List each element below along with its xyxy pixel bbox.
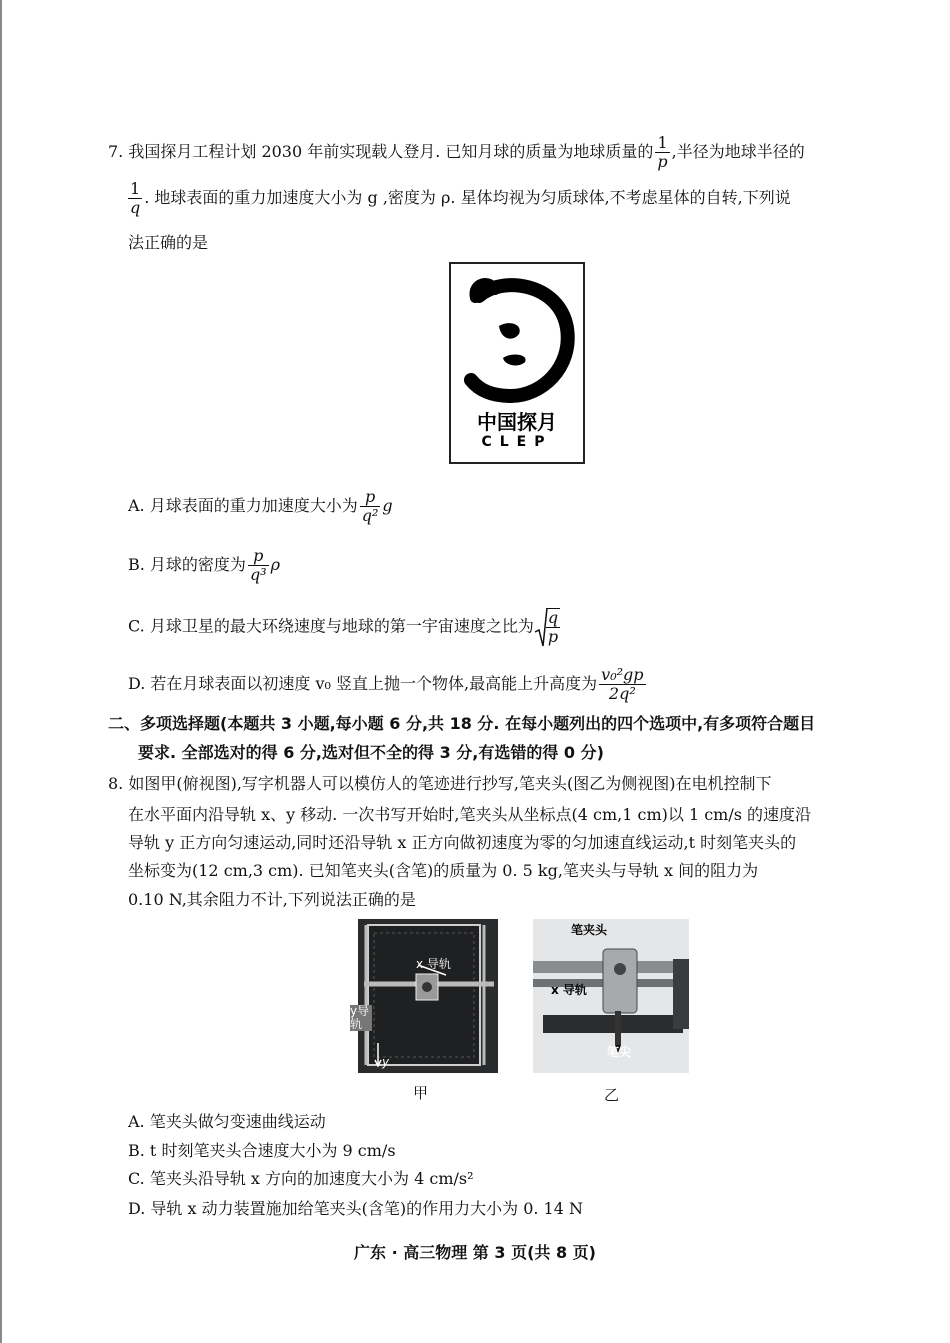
logo-chinese-text: 中国探月 (477, 410, 557, 434)
figure-a-top-view-photo (350, 919, 498, 1073)
figure-b-caption: 乙 (604, 1086, 620, 1104)
figure-b-side-view-photo (533, 919, 689, 1073)
frac-den: q² (361, 506, 379, 525)
frac-den: p (657, 152, 668, 171)
q8-line-5: 0.10 N,其余阻力不计,下列说法正确的是 (128, 890, 416, 909)
clep-logo (449, 262, 585, 464)
frac-num: 1 (655, 134, 669, 153)
q8-line-1: 8. 如图甲(俯视图),写字机器人可以模仿人的笔迹进行抄写,笔夹头(图乙为侧视图)在电机控制下 (108, 774, 772, 793)
page-footer: 广东 · 高三物理 第 3 页(共 8 页) (354, 1243, 596, 1262)
frac-den: q (130, 198, 141, 217)
frac-num: p (360, 488, 381, 507)
figure-b-pen-tip-label: 笔尖 (607, 1045, 632, 1059)
frac-num: 1 (128, 180, 142, 199)
fraction-1-over-p (655, 134, 669, 171)
q7-option-d (128, 666, 910, 703)
robot-top-view-icon (358, 919, 498, 1073)
option-a-fraction (360, 488, 381, 525)
option-d-text: D. 若在月球表面以初速度 v₀ 竖直上抛一个物体,最高能上升高度为 (128, 674, 598, 693)
frac-den: q³ (249, 565, 267, 584)
figure-a-y-rail-label: y导轨 (350, 1005, 372, 1031)
logo-english-text: CLEP (481, 434, 553, 450)
frac-num: v₀²gp (601, 665, 644, 684)
option-a-text: A. 月球表面的重力加速度大小为 (128, 496, 358, 515)
option-d-fraction (599, 666, 645, 703)
q7-text-3: . 地球表面的重力加速度大小为 g ,密度为 ρ. 星体均视为匀质球体,不考虑星体的自转,下列说 (144, 188, 791, 207)
frac-den: p (547, 627, 559, 646)
q7-text-1: 7. 我国探月工程计划 2030 年前实现载人登月. 已知月球的质量为地球质量的 (108, 142, 654, 161)
frac-num: p (248, 547, 269, 566)
frac-num: q (547, 608, 559, 627)
fraction-1-over-q (128, 180, 142, 217)
q7-line-3: 法正确的是 (128, 233, 209, 252)
option-a-tail: g (382, 496, 393, 515)
q7-text-2: ,半径为地球半径的 (671, 142, 805, 161)
q8-option-d: D. 导轨 x 动力装置施加给笔夹头(含笔)的作用力大小为 0. 14 N (128, 1199, 583, 1218)
figure-b-clamp-label: 笔夹头 (571, 923, 608, 937)
q7-option-c (128, 606, 910, 648)
q8-line-2: 在水平面内沿导轨 x、y 移动. 一次书写开始时,笔夹头从坐标点(4 cm,1 cm)以 1 cm/s 的速度沿 (128, 805, 812, 824)
option-c-text: C. 月球卫星的最大环绕速度与地球的第一宇宙速度之比为 (128, 616, 534, 636)
q8-option-a: A. 笔夹头做匀变速曲线运动 (128, 1112, 326, 1131)
clep-brush-icon (451, 268, 583, 408)
q8-option-b: B. t 时刻笔夹头合速度大小为 9 cm/s (128, 1141, 396, 1160)
option-c-fraction (546, 608, 560, 646)
q8-option-c: C. 笔夹头沿导轨 x 方向的加速度大小为 4 cm/s² (128, 1169, 474, 1188)
figure-a-y-axis-label: y (382, 1055, 390, 1069)
figure-b-x-rail-label: x 导轨 (551, 983, 587, 997)
figure-a-x-rail-label: x 导轨 (416, 957, 451, 971)
q7-line-2 (126, 180, 910, 217)
page-edge (0, 0, 2, 1343)
q7-line-1 (108, 134, 910, 171)
section-2-heading: 二、多项选择题(本题共 3 小题,每小题 6 分,共 18 分. 在每小题列出的四个选项中,有多项符合题目 (108, 714, 816, 733)
q7-option-b (128, 547, 910, 584)
option-b-tail: ρ (270, 555, 280, 574)
sqrt-symbol (534, 606, 562, 648)
option-b-fraction (248, 547, 269, 584)
q8-line-4: 坐标变为(12 cm,3 cm). 已知笔夹头(含笔)的质量为 0. 5 kg,笔夹头与导轨 x 间的阻力为 (128, 861, 759, 880)
frac-den: 2q² (608, 684, 636, 703)
option-b-text: B. 月球的密度为 (128, 555, 246, 574)
figure-a-caption: 甲 (413, 1084, 429, 1102)
q7-option-a (128, 488, 910, 525)
q8-line-3: 导轨 y 正方向匀速运动,同时还沿导轨 x 正方向做初速度为零的匀加速直线运动,t 时刻笔夹头的 (128, 833, 797, 852)
section-2-instructions: 要求. 全部选对的得 6 分,选对但不全的得 3 分,有选错的得 0 分) (138, 743, 604, 762)
